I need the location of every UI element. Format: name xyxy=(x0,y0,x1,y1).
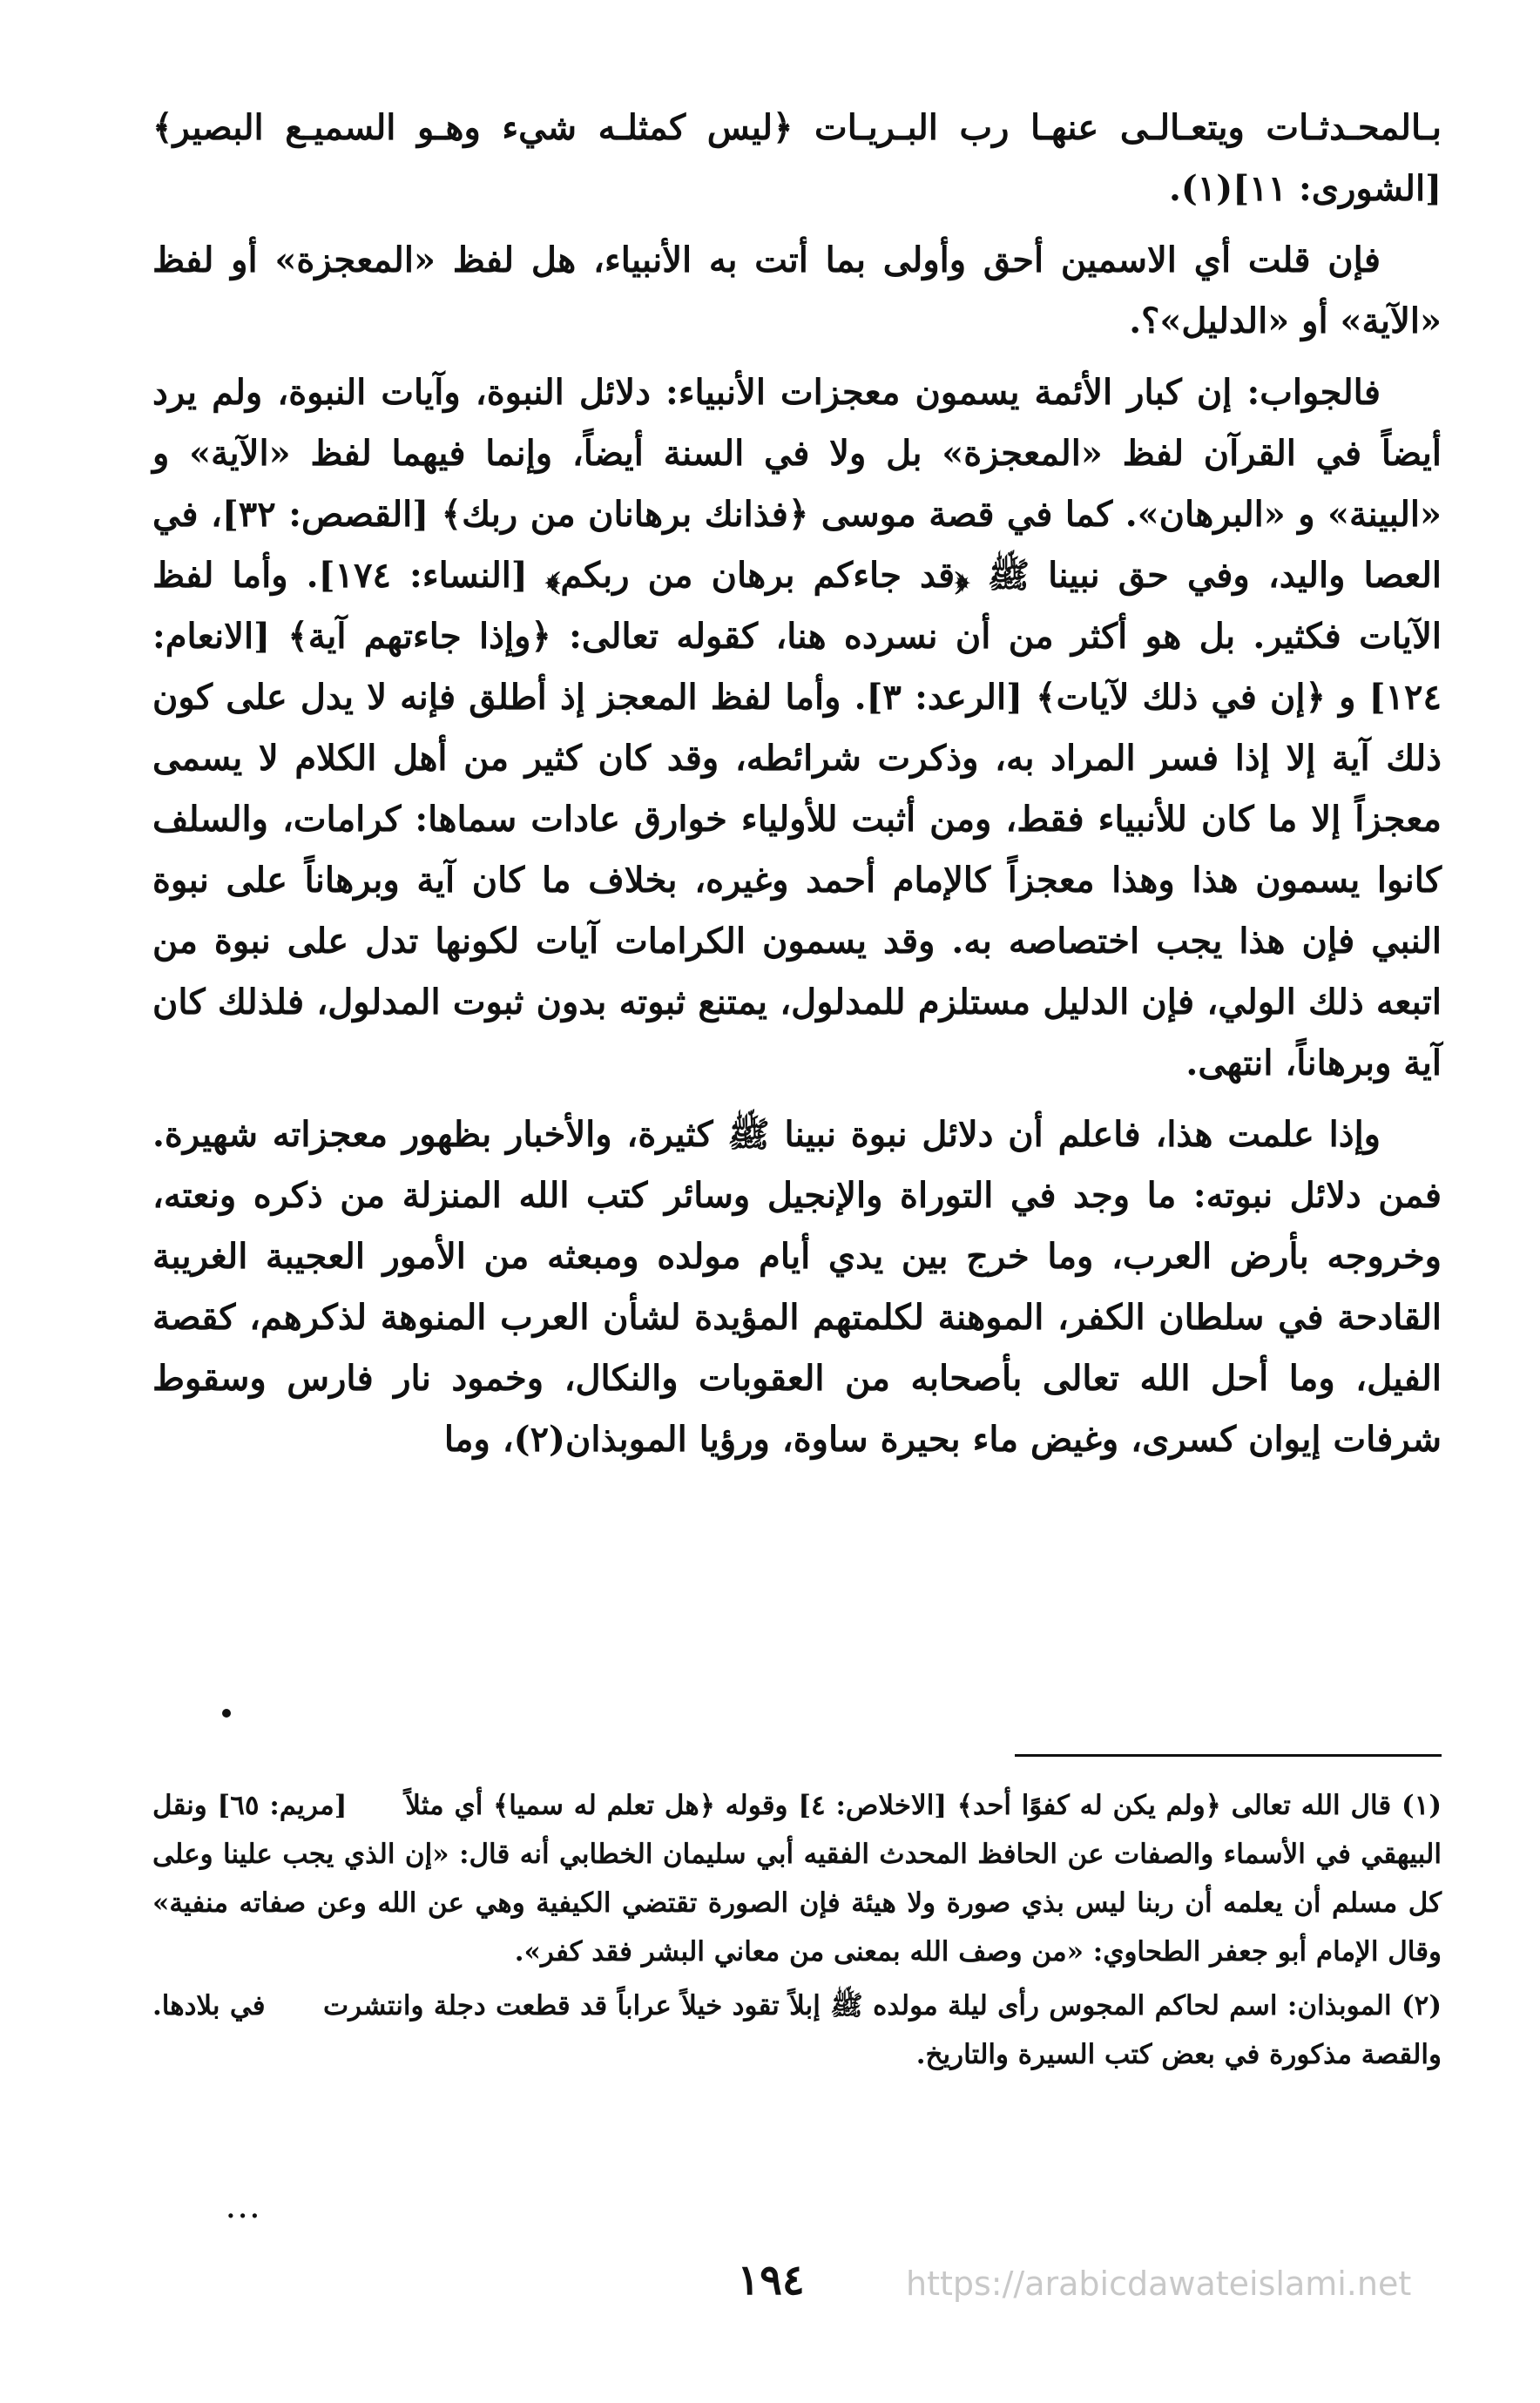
footnotes xyxy=(152,1781,1442,2084)
paragraph-4: وإذا علمت هذا، فاعلم أن دلائل نبوة نبينا ﷺ كثيرة، والأخبار بظهور معجزاته شهيرة. فمن دلائل نبوته: ما وجد في التوراة والإنجيل وسائر كتب الله المنزلة من ذكره ونعته، وخروجه بأرض العرب، وما خرج بين يدي أيام مولده ومبعثه من الأمور العجيبة الغريبة القادحة في سلطان الكفر، الموهنة لكلمتهم المؤيدة لشأن العرب المنوهة لذكرهم، كقصة الفيل، وما أحل الله تعالى بأصحابه من العقوبات والنكال، وخمود نار فارس وسقوط شرفات إيوان كسرى، وغيض ماء بحيرة ساوة، ورؤيا الموبذان(٢)، وما xyxy=(152,1114,1442,1460)
footnote-1 xyxy=(152,1781,1442,1976)
footnote-1-continuation: [مريم: ٦٥] ونقل البيهقي في الأسماء والصفات عن الحافظ المحدث الفقيه أبي سليمان الخطابي أنه قال: «إن الذي يجب علينا وعلى كل مسلم أن يعلمه أن ربنا ليس بذي صورة ولا هيئة فإن الصورة تقتضي الكيفية وهي عن الله وعن صفاته منفية» وقال الإمام أبو جعفر الطحاوي: «من وصف الله بمعنى من معاني البشر فقد كفر». xyxy=(152,1790,1442,1968)
page-number: ١٩٤ xyxy=(737,2256,805,2305)
footnote-2 xyxy=(152,1981,1442,2079)
stray-dot xyxy=(222,1709,231,1718)
footnote-separator xyxy=(1015,1754,1442,1757)
paragraph-3: فالجواب: إن كبار الأئمة يسمون معجزات الأنبياء: دلائل النبوة، وآيات النبوة، ولم يرد أيضاً في القرآن لفظ «المعجزة» بل ولا في السنة أيضاً، وإنما فيهما لفظ «الآية» و «البينة» و «البرهان». كما في قصة موسى ﴿فذانك برهانان من ربك﴾ [القصص: ٣٢]، في العصا واليد، وفي حق نبينا ﷺ ﴿قد جاءكم برهان من ربكم﴾ [النساء: ١٧٤]. وأما لفظ الآيات فكثير. بل هو أكثر من أن نسرده هنا، كقوله تعالى: ﴿وإذا جاءتهم آية﴾ [الانعام: ١٢٤] و ﴿إن في ذلك لآيات﴾ [الرعد: ٣]. وأما لفظ المعجز إذ أطلق فإنه لا يدل على كون ذلك آية إلا إذا فسر المراد به، وذكرت شرائطه، وقد كان كثير من أهل الكلام لا يسمى معجزاً إلا ما كان للأنبياء فقط، ومن أثبت للأولياء خوارق عادات سماها: كرامات، والسلف كانوا يسمون هذا وهذا معجزاً كالإمام أحمد وغيره، بخلاف ما كان آية وبرهاناً على نبوة النبي فإن هذا يجب اختصاصه به. وقد يسمون الكرامات آيات لكونها تدل على نبوة من اتبعه ذلك الولي، فإن الدليل مستلزم للمدلول، يمتنع ثبوته بدون ثبوت المدلول، فلذلك كان آية وبرهاناً، انتهى. xyxy=(152,372,1442,1083)
end-marks: ... xyxy=(226,2195,263,2224)
paragraph-1: بـالمحـدثـات ويتعـالـى عنهـا رب البـريـات ﴿ليس كمثلـه شيء وهـو السميـع البصير﴾ [الشورى: ١١](١). xyxy=(152,107,1442,209)
watermark: https://arabicdawateislami.net xyxy=(906,2265,1412,2303)
footnote-2-continuation: في بلادها. والقصة مذكورة في بعض كتب السيرة والتاريخ. xyxy=(152,1990,1442,2070)
paragraph-2: فإن قلت أي الاسمين أحق وأولى بما أتت به الأنبياء، هل لفظ «المعجزة» أو لفظ «الآية» أو «الدليل»؟. xyxy=(152,240,1442,341)
footnote-1-first-line: (١) قال الله تعالى ﴿ولم يكن له كفوًا أحد﴾ [الاخلاص: ٤] وقوله ﴿هل تعلم له سميا﴾ أي مثلاً xyxy=(405,1790,1442,1821)
main-text xyxy=(152,98,1442,1481)
footnote-2-first-line: (٢) الموبذان: اسم لحاكم المجوس رأى ليلة مولده ﷺ إبلاً تقود خيلاً عراباً قد قطعت دجلة وانتشرت xyxy=(322,1990,1442,2022)
